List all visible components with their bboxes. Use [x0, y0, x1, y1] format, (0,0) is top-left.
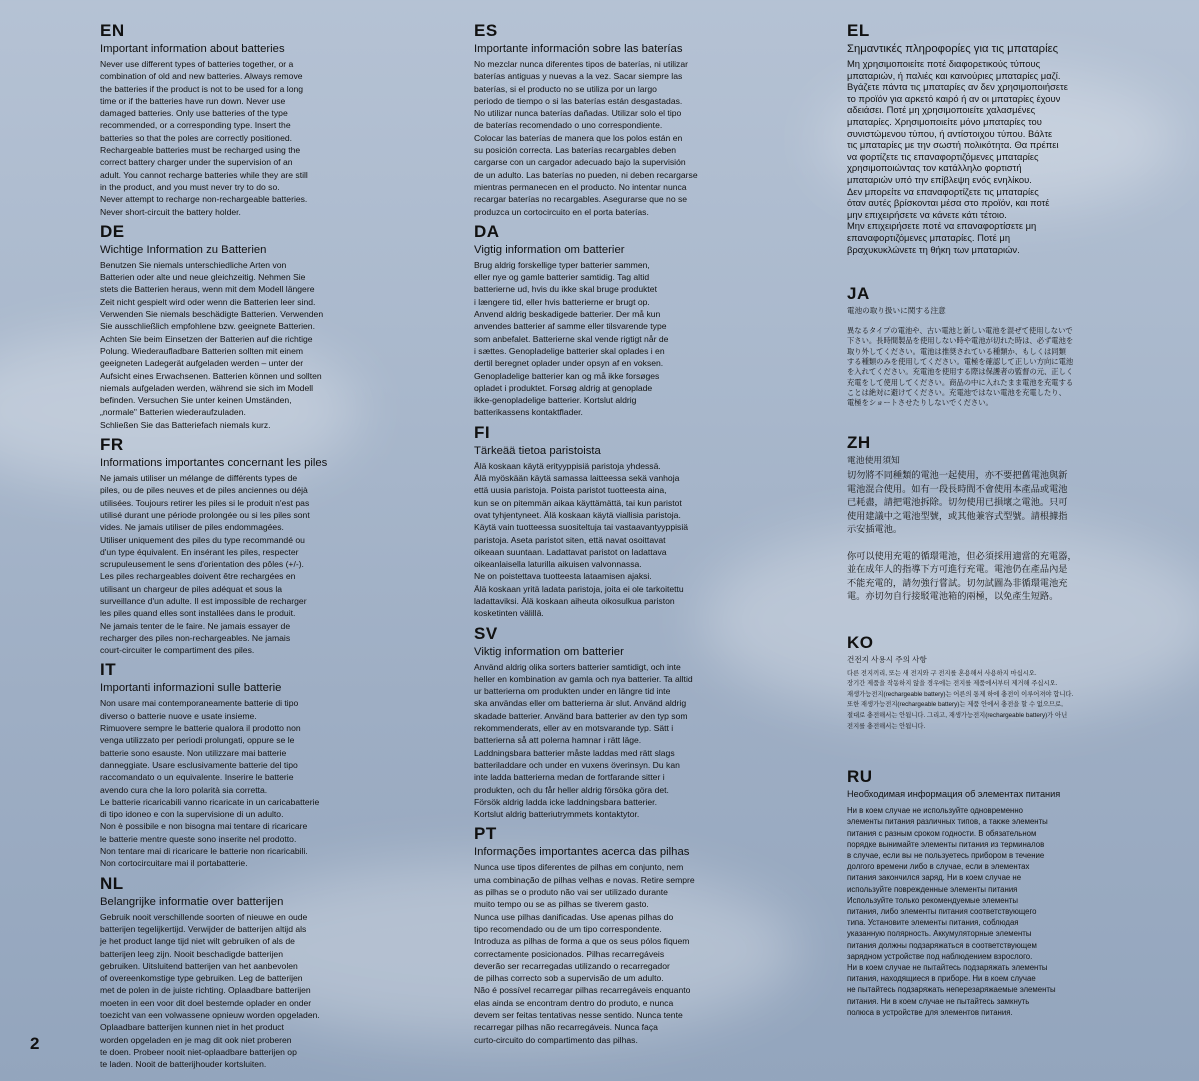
section-heading: 건전지 사용시 주의 사항 — [847, 654, 927, 664]
column-left — [100, 22, 358, 1070]
language-code: DE — [100, 221, 125, 241]
section-ru — [847, 768, 1109, 1018]
column-middle — [474, 22, 732, 1046]
section-zh — [847, 434, 1109, 603]
page-number: 2 — [30, 1034, 40, 1053]
section-ko — [847, 634, 1109, 733]
section-heading: Wichtige Information zu Batterien — [100, 243, 267, 256]
section-sv — [474, 625, 732, 821]
section-body: No mezclar nunca diferentes tipos de baterías, ni utilizar baterías antiguas y nuevas a la vez. Sacar siempre las baterías, si el producto no se utiliza por un largo periodo de tiempo o si las baterías están desgastadas. No utilizar nunca baterías dañadas. Utilizar solo el tipo de baterías recomendado o uno correspondiente. Colocar las baterías de manera que los polos están en su posición correcta. Las baterías recargables deben cargarse con un cargador adecuado bajo la supervisión de un adulto. Las baterías no pueden, ni deben recargarse mientras permanecen en el producto. No intentar nunca recargar baterías no recargables. Asegurarse que no se produzca un cortocircuito en el porta baterías. — [474, 59, 698, 217]
section-heading: Belangrijke informatie over batterijen — [100, 895, 284, 908]
language-code: DA — [474, 221, 500, 241]
section-body: Använd aldrig olika sorters batterier samtidigt, och inte heller en kombination av gamla och nya batterier. Ta alltid ur batterierna om produkten under en längre tid inte ska användas eller om batterierna är slut. Använd aldrig skadade batterier. Använd bara batterier av den typ som rekommenderats, eller av en motsvarande typ. Sätt i batterierna så att polerna hamnar i rätt läge. Laddningsbara batterier måste laddas med rätt slags batteriladdare och under en vuxens överinsyn. Du kan inte ladda batterierna medan de fortfarande sitter i produkten, och du får heller aldrig försöka göra det. Försök aldrig ladda icke laddningsbara batterier. Kortslut aldrig batteriutrymmets kontaktytor. — [474, 661, 693, 820]
section-el — [847, 22, 1109, 255]
section-body: 異なるタイプの電池や、古い電池と新しい電池を混ぜて使用しないで 下さい。長時間製品を使用しない時や電池が切れた時は、必ず電池を 取り外してください。電池は推奨されている種類か、もしくは同類 する種類のみを使用してください。電極を確認して正しい方向に電池 を入れてください。充電池を使用する際は保護者の監督の元、正しく 充電をして使用してください。商品の中に入れたまま電池を充電する ことは絶対に避けてください。充電池ではない電池を充電したり、 電極をショートさせたりしないでください。 — [847, 326, 1074, 408]
language-code: FR — [100, 435, 124, 455]
section-da — [474, 223, 732, 419]
section-body: Nunca use tipos diferentes de pilhas em conjunto, nem uma combinação de pilhas velhas e novas. Retire sempre as pilhas se o produto não vai ser utilizado durante muito tempo ou se as pilhas se tiverem gasto. Nunca use pilhas danificadas. Use apenas pilhas do tipo recomendado ou de um tipo correspondente. Introduza as pilhas de forma a que os seus pólos fiquem correctamente posicionados. Pilhas recarregáveis deverão ser recarregadas utilizando o recarregador de pilhas correcto sob a supervisão de um adulto. Não é possível recarregar pilhas recarregáveis enquanto elas ainda se encontram dentro do produto, e nunca devem ser feitas tentativas nesse sentido. Nunca tente recarregar pilhas não recarregáveis. Nunca faça curto-circuito do compartimento das pilhas. — [474, 862, 695, 1045]
language-code: ZH — [847, 433, 871, 453]
language-code: EL — [847, 21, 870, 40]
section-body: Gebruik nooit verschillende soorten of nieuwe en oude batterijen tegelijkertijd. Verwijder de batterijen altijd als je het product lange tijd niet wilt gebruiken of als de batterijen leeg zijn. Nooit beschadigde batterijen gebruiken. Uitsluitend batterijen van het aanbevolen of overeenkomstige type gebruiken. Leg de batterijen met de polen in de juiste richting. Oplaadbare batterijen moeten in een voor dit doel bestemde oplader en onder toezicht van een volwassene opnieuw worden opgeladen. Oplaadbare batterijen kunnen niet in het product worden opgeladen en je mag dit ook niet proberen te doen. Probeer nooit niet-oplaadbare batterijen op te laden. Nooit de batterijhouder kortsluiten. — [100, 911, 320, 1070]
section-body: 切勿將不同種類的電池一起使用，亦不要把舊電池與新 電池混合使用。如有一段長時間不會使用本產品或電池 已耗盡，請把電池拆除。切勿使用已損壞之電池。只可 使用建議中之電池型號，或其他兼容式型號。請根據指 示安插電池。 你可以使用充電的循環電池，但必須採用適當的充電器， 並在成年人的指導下方可進行充電。電池仍在產品內是 不能充電的，請勿強行嘗試。切勿試圖為非循環電池充 電。亦切勿自行接駁電池箱的兩極，以免產生短路。 — [847, 470, 1077, 602]
section-fr — [100, 436, 358, 656]
section-ja — [847, 285, 1109, 408]
section-body: Ни в коем случае не используйте одновременно элементы питания различных типов, а также элементы питания с разным сроком годности. В обязательном порядке вынимайте элементы питания из терминалов в случае, если вы не пользуетесь прибором в течение долгого времени либо в случае, если в элементах питания закончился заряд. Ни в коем случае не используйте поврежденные элементы питания Используйте только рекомендуемые элементы питания, либо элементы питания соответствующего типа. Установите элементы питания, соблюдая указанную полярность. Аккумуляторные элементы питания должны подзаряжаться в соответствующем зарядном устройстве под наблюдением взрослого. Ни в коем случае не пытайтесь подзаряжать элементы питания, находящиеся в приборе. Ни в коем случае не пытайтесь подзаряжать неперезаряжаемые элементы питания. Ни в коем случае не пытайтесь замкнуть полюса в устройстве для элементов питания. — [847, 806, 1056, 1017]
language-code: PT — [474, 824, 497, 844]
section-body: Μη χρησιμοποιείτε ποτέ διαφορετικούς τύπους μπαταριών, ή παλιές και καινούριες μπαταρίες μαζί. Βγάζετε πάντα τις μπαταρίες αν δεν χρησιμοποιήσετε το προϊόν για αρκετό καιρό ή αν οι μπαταρίες έχουν αδειάσει. Ποτέ μη χρησιμοποιείτε χαλασμένες μπαταρίες. Χρησιμοποιείτε μόνο μπαταρίες του συνιστώμενου τύπου, ή αντίστοιχου τύπου. Βάλτε τις μπαταρίες με την σωστή πολικότητα. Θα πρέπει να φορτίζετε τις επαναφορτιζόμενες μπαταρίες χρησιμοποιώντας τον κατάλληλο φορτιστή μπαταριών υπό την επίβλεψη ενός ενηλίκου. Δεν μπορείτε να επαναφορτίζετε τις μπαταρίες όταν αυτές βρίσκονται μέσα στο προϊόν, και ποτέ μην επιχειρήσετε να κάνετε κάτι τέτοιο. Μην επιχειρήσετε ποτέ να επαναφορτίσετε μη επαναφορτιζόμενες μπαταρίες. Ποτέ μη βραχυκυκλώνετε τη θήκη των μπαταριών. — [847, 58, 1068, 255]
section-fi — [474, 424, 732, 620]
section-it — [100, 661, 358, 869]
section-heading: 電池の取り扱いに関する注意 — [847, 306, 946, 316]
language-code: NL — [100, 873, 124, 893]
section-body: Benutzen Sie niemals unterschiedliche Arten von Batterien oder alte und neue gleichzeitig. Nehmen Sie stets die Batterien heraus, wenn mit dem Modell längere Zeit nicht gespielt wird oder wenn die Batterien leer sind. Verwenden Sie niemals beschädigte Batterien. Verwenden Sie ausschließlich empfohlene bzw. geeignete Batterien. Achten Sie beim Einsetzen der Batterien auf die richtige Polung. Wiederaufladbare Batterien sollten mit einem geeigneten Ladegerät aufgeladen werden – unter der Aufsicht eines Erwachsenen. Batterien können und sollten niemals aufgeladen werden, während sie sich im Modell befinden. Versuchen Sie unter keinen Umständen, „normale" Batterien wiederaufzuladen. Schließen Sie das Batteriefach niemals kurz. — [100, 259, 324, 430]
section-en — [100, 22, 358, 218]
section-heading: Important information about batteries — [100, 43, 285, 55]
section-heading: Informações importantes acerca das pilhas — [474, 846, 690, 859]
section-heading: Σημαντικές πληροφορίες για τις μπαταρίες — [847, 43, 1059, 55]
language-code: FI — [474, 422, 491, 442]
section-heading: Vigtig information om batterier — [474, 243, 625, 256]
section-heading: Informations importantes concernant les piles — [100, 457, 328, 470]
section-heading: Необходимая информация об элементах питания — [847, 789, 1061, 800]
section-heading: 電池使用須知 — [847, 455, 900, 466]
section-heading: Importante información sobre las baterías — [474, 43, 683, 55]
section-nl — [100, 875, 358, 1071]
section-body: Non usare mai contemporaneamente batterie di tipo diverso o batterie nuove e usate insieme. Rimuovere sempre le batterie qualora il prodotto non venga utilizzato per periodi prolungati, oppure se le batterie sono esauste. Non utilizzare mai batterie danneggiate. Usare esclusivamente batterie del tipo raccomandato o un equivalente. Inserire le batterie avendo cura che la loro polarità sia corretta. Le batterie ricaricabili vanno ricaricate in un caricabatterie di tipo idoneo e con la supervisione di un adulto. Non è possibile e non bisogna mai tentare di ricaricare le batterie mentre queste sono inserite nel prodotto. Non tentare mai di ricaricare le batterie non ricaricabili. Non cortocircuitare mai il portabatterie. — [100, 698, 320, 869]
section-heading: Importanti informazioni sulle batterie — [100, 682, 282, 695]
section-pt — [474, 825, 732, 1045]
language-code: JA — [847, 284, 870, 304]
language-code: RU — [847, 767, 873, 787]
section-de — [100, 223, 358, 431]
language-code: EN — [100, 21, 125, 40]
language-code: ES — [474, 21, 498, 40]
language-code: IT — [100, 660, 117, 680]
language-code: SV — [474, 623, 498, 643]
section-es — [474, 22, 732, 218]
section-body: Älä koskaan käytä erityyppisiä paristoja yhdessä. Älä myöskään käytä samassa laitteessa sekä vanhoja että uusia paristoja. Poista paristot tuotteesta aina, kun se on pitemmän aikaa käyttämättä, tai kun paristot ovat tyhjentyneet. Älä koskaan käytä viallisia paristoja. Käytä vain tuotteessa suositeltuja tai vastaavantyyppisiä paristoja. Aseta paristot siten, että navat osoittavat oikeaan suuntaan. Ladattavat paristot on ladattava oikeanlaisella laturilla aikuisen valvonnassa. Ne on poistettava tuotteesta lataamisen ajaksi. Älä koskaan yritä ladata paristoja, joita ei ole tarkoitettu ladattaviksi. Älä koskaan aiheuta oikosulkua pariston kosketinten välillä. — [474, 460, 689, 619]
language-code: KO — [847, 632, 874, 652]
section-body: Never use different types of batteries together, or a combination of old and new batteries. Always remove the batteries if the product is not to be used for a long time or if the batteries have run down. Never use damaged batteries. Only use batteries of the type recommended, or a corresponding type. Insert the batteries so that the poles are correctly positioned. Rechargeable batteries must be recharged using the correct battery charger under the supervision of an adult. You cannot recharge batteries while they are still in the product, and you must never try to do so. Never attempt to recharge non-rechargeable batteries. Never short-circuit the battery holder. — [100, 59, 308, 217]
section-heading: Viktig information om batterier — [474, 645, 624, 658]
section-body: Brug aldrig forskellige typer batterier sammen, eller nye og gamle batterier samtidig. Tag altid batterierne ud, hvis du ikke skal bruge produktet i længere tid, eller hvis batterierne er brugt op. Anvend aldrig beskadigede batterier. Der må kun anvendes batterier af samme eller tilsvarende type som anbefalet. Batterierne skal vende rigtigt når de i sættes. Genopladelige batterier skal oplades i en dertil beregnet oplader under opsyn af en voksen. Genopladelige batterier kan og må ikke forsøges opladet i produktet. Forsøg aldrig at genoplade ikke-genopladelige batterier. Kortslut aldrig batterikassens kontaktflader. — [474, 259, 669, 418]
section-heading: Tärkeää tietoa paristoista — [474, 444, 601, 457]
column-right — [847, 22, 1109, 1018]
section-body: Ne jamais utiliser un mélange de différents types de piles, ou de piles neuves et de piles anciennes ou déjà utilisées. Toujours retirer les piles si le produit n'est pas utilisé durant une période prolongée ou si les piles sont vides. Ne jamais utiliser de piles endommagées. Utiliser uniquement des piles du type recommandé ou d'un type équivalent. En insérant les piles, respecter scrupuleusement le sens d'orientation des pôles (+/-). Les piles rechargeables doivent être rechargées en utilisant un chargeur de piles adéquat et sous la surveillance d'un adulte. Il est impossible de recharger les piles quand elles sont installées dans le produit. Ne jamais tenter de le faire. Ne jamais essayer de recharger des piles non-rechargeables. Ne jamais court-circuiter le compartiment des piles. — [100, 473, 310, 656]
section-body: 다른 전지끼리, 또는 새 전지와 구 전지를 혼용해서 사용하지 마십시오. 장기간 제품을 작동하지 않을 경우에는 전지를 제품에서부터 제거해 주십시오. 재생가능전지(rechargeable battery)는 어른의 통제 하에 충전이 이루어져야 합니다. 또한 재생가능전지(rechargeable battery)는 제품 안에서 충전을 할 수 없으므로, 절대로 충전해서는 안됩니다. 그리고, 재생가능전지(rechargeable battery)가 아닌 전지를 충전해서는 안됩니다. — [847, 669, 1074, 730]
